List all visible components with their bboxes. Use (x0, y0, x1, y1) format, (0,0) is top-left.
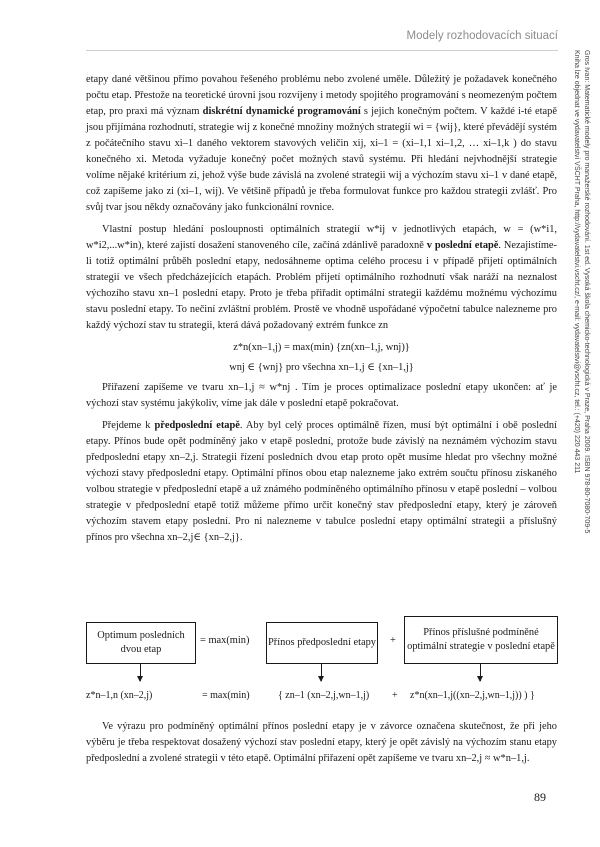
p2-bold: v poslední etapě (426, 240, 499, 251)
p1-text: etapy dané většinou přímo povahou řešeného problému nebo zvolené uměle. Důležitý je požadavek konečného počtu etap. Přestože na teoretické úrovni jsou rozvíjeny i metody spojitého programování s neomezeným počtem etap, pro praxi má význam (86, 74, 557, 117)
p1-bold: diskrétní dynamické programování (202, 106, 361, 117)
p1-rest: s jejich konečným počtem. V každé i-té etapě jsou přijímána rozhodnutí, strategie wij z konečné množiny možných strategií wi = {wij}, které převádějí systém z počátečního stavu xi–1 daného vektorem stavových veličin xij, xi–1 = (xi–1,1 xi–1,2, … xi–1,k ) do stavu konečného xi. Metoda vyžaduje konečný počet možných stavů systému. Při hledání nejvhodnější strategie volíme nějaké kritérium zi, jehož výše bude závislá na zvolené strategii wij a výchozím stavu xi–1 v dané etapě, což zapíšeme jako zi (xi–1, wij). Ve většině případů je třeba formulovat funkce pro každou strategii zvlášť. Pro svůj tvar jsou někdy označovány jako funkcionální rovnice. (86, 106, 557, 213)
expr-last-stage: z*n(xn–1,j((xn–2,j,wn–1,j)) ) } (410, 690, 535, 701)
operator-max-min: = max(min) (200, 635, 250, 646)
p2-text: Vlastní postup hledání posloupnosti optimálních strategií w*ij v jednotlivých etapách, w = (w*i1, w*i2,...w*in), které zajistí dosažení stanoveného cíle, začíná zdánlivě paradoxně (86, 224, 557, 251)
formula-1: z*n(xn–1,j) = max(min) {zn(xn–1,j, wnj)} (233, 342, 410, 353)
box-optimum-last-two: Optimum posledních dvou etap (86, 622, 196, 664)
p4-bold: předposlední etapě (154, 420, 240, 431)
formula-2: wnj ∈ {wnj} pro všechna xn–1,j ∈ {xn–1,j} (229, 362, 414, 373)
operator-plus: + (390, 635, 396, 646)
optimization-diagram (86, 616, 558, 708)
side-note-line-1: Gros Ivan: Matematické modely pro manažerské rozhodování. 1st ed. Vysoká škola chemicko-technologická v Praze, Praha 2009. ISBN 978-80-7080-709-5 (583, 50, 590, 534)
side-note-line-2: Kniha lze objednat ve vydavatelství VŠCHT Praha, http://vydavatelstvi.vscht.cz/, e-mail: vydavatelstvi@vscht.cz, tel.: (+420) 220 443 211 (573, 50, 580, 474)
p4-rest: . Aby byl celý proces optimálně řízen, musí být optimální i obě poslední etapy. Přínos bude opět podmíněný jako v etapě poslední, protože bude závislý na neznámém výchozím stavu předposlední etapy xn–2,j. Strategii řízení posledních dvou etap proto opět musíme hledat pro všechny možné výchozí stavy předposlední etapy. Optimální přínos obou etap nalezneme jako extrém součtu přínosu získaného volbou strategie v předposlední etapě a už známého podmíněného optimálního přínosu v etapě poslední – volbou strategie v předposlední etapě totiž můžeme přímo určit konečný stav předposlední etapy, který je zároveň výchozím stavem etapy poslední. Pro ni nalezneme v tabulce poslední etapy optimální strategii a příslušný přínos pro všechna xn–2,j∈ {xn–2,j}. (86, 420, 557, 543)
main-text (86, 72, 557, 552)
paragraph-4 (86, 418, 557, 546)
expr-plus: + (392, 690, 398, 701)
expr-max-min: = max(min) (202, 690, 250, 701)
expr-penultimate: { zn–1 (xn–2,j,wn–1,j) (278, 690, 370, 701)
arrow-1 (140, 663, 141, 681)
running-head: Modely rozhodovacích situací (406, 30, 558, 42)
side-copyright-note (569, 50, 595, 610)
p4-text: Přejdeme k (102, 420, 155, 431)
p2-rest: . Nezajistíme-li totiž optimální průběh poslední etapy, nedosáhneme optima celého procesu i v případě přijetí optimálních strategií ve všech předcházejících etapách. Problém přijetí optimálního rozhodnutí však naráží na neznalost výchozího stavu xn–1 poslední etapy. Proto je třeba přiřadit optimální strategii každému možnému výchozímu stavu poslední etapy. To nečiní zvláštní problém. Prostě ve vhodně uspořádané výpočetní tabulce nalezneme pro každý výchozí stav tu strategii, která dává požadovaný extrém funkce zn (86, 240, 558, 331)
header-rule (86, 50, 558, 51)
paragraph-3: Přiřazení zapíšeme ve tvaru xn–1,j ≈ w*nj . Tím je proces optimalizace poslední etapy ukončen: ať je výchozí stav systému jakýkoliv, víme jak dále v poslední etapě pokračovat. (86, 382, 557, 409)
expr-optimum: z*n–1,n (xn–2,j) (86, 690, 153, 701)
page-number: 89 (534, 790, 546, 804)
box-conditional-optimal-gain: Přínos příslušné podmíněné optimální strategie v poslední etapě (404, 616, 558, 664)
paragraph-1 (86, 72, 557, 216)
arrow-3 (480, 663, 481, 681)
box-penultimate-gain: Přínos předposlední etapy (266, 622, 378, 664)
paragraph-2 (86, 222, 557, 334)
paragraph-5: Ve výrazu pro podmíněný optimální přínos poslední etapy je v závorce označena skutečnost, že při jeho výběru je třeba respektovat dosažený výchozí stav poslední etapy, který je opět závislý na výchozím stanu etapy předposlední a zvolené strategii v této etapě. Optimální přiřazení opět zapíšeme ve tvaru xn–2,j ≈ w*n–1,j. (86, 721, 557, 764)
arrow-2 (321, 663, 322, 681)
closing-text (86, 719, 557, 767)
